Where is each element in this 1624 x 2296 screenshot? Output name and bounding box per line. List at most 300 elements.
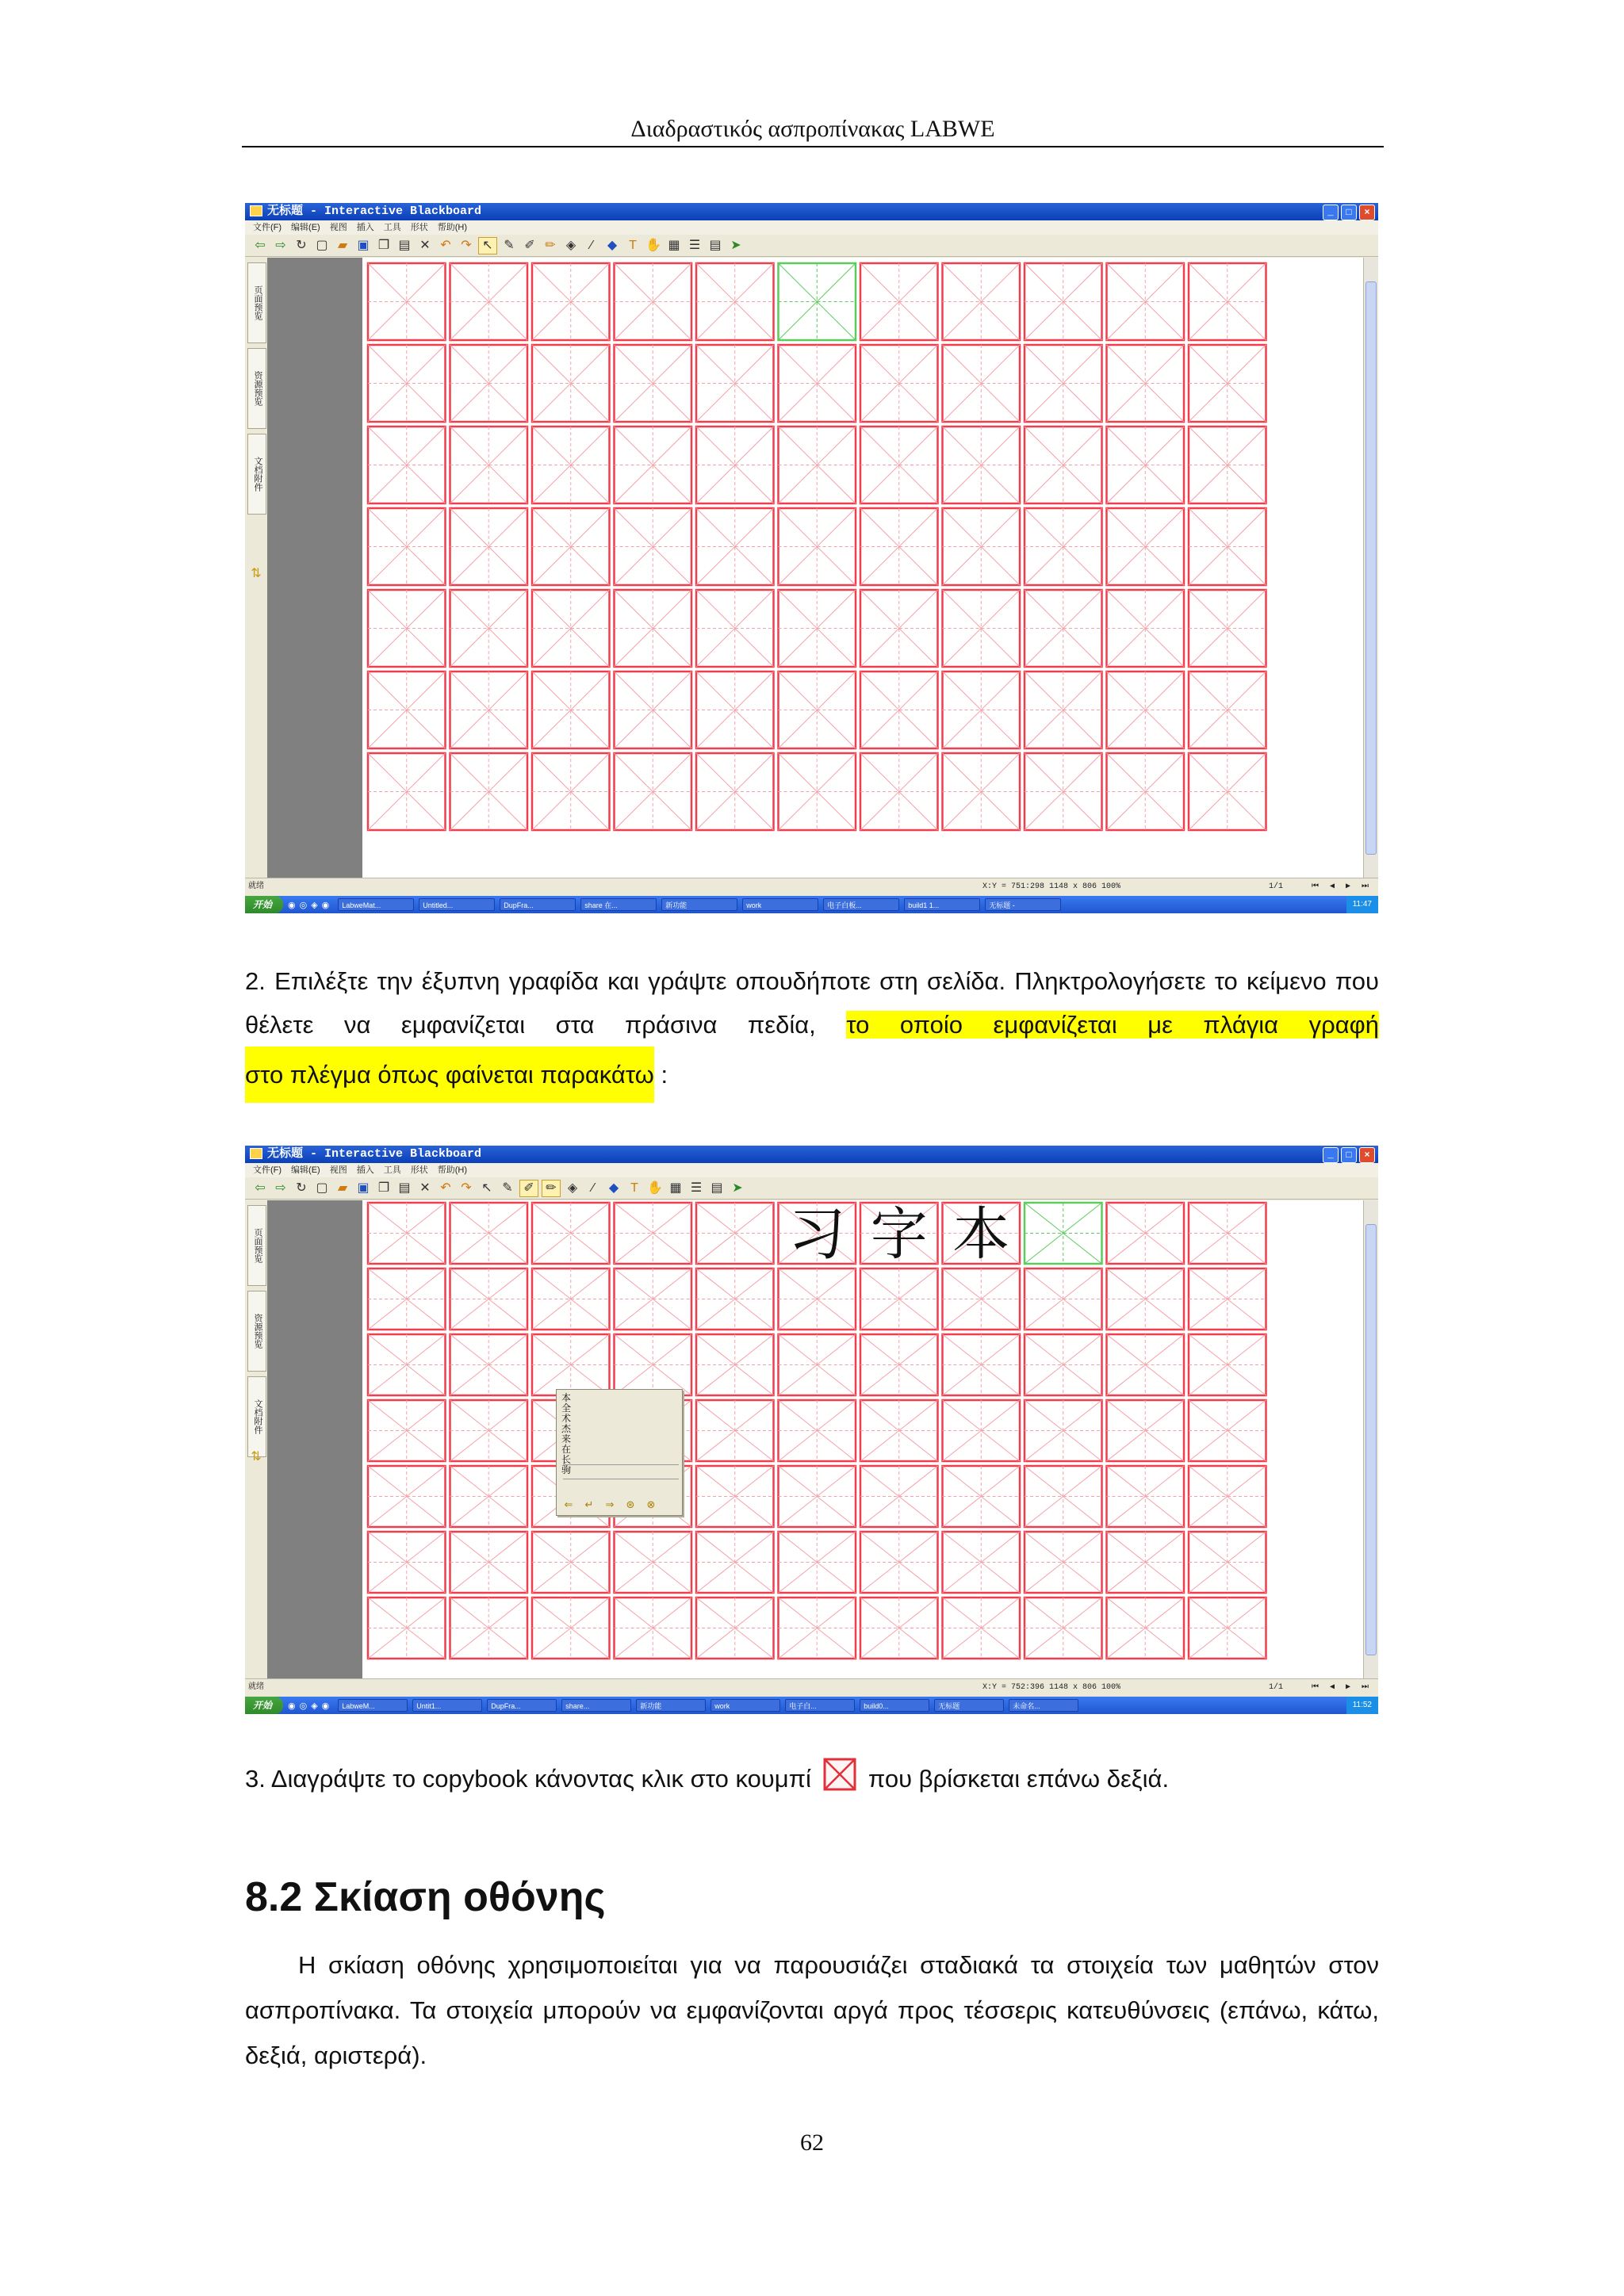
- window-titlebar: [245, 1146, 1378, 1163]
- grid-cell[interactable]: [1025, 1598, 1102, 1659]
- grid-cell[interactable]: [1189, 590, 1266, 667]
- grid-cell[interactable]: [943, 1598, 1021, 1659]
- grid-cell[interactable]: [1107, 1334, 1185, 1395]
- grid-cell[interactable]: [943, 1269, 1021, 1330]
- grid-cell[interactable]: [368, 753, 446, 830]
- grid-cell[interactable]: [450, 263, 528, 340]
- side-panel: [267, 1200, 362, 1679]
- grid-cell[interactable]: [1107, 672, 1185, 748]
- grid-cell[interactable]: [1189, 427, 1266, 503]
- grid-cell[interactable]: [943, 1532, 1021, 1593]
- menu-view[interactable]: 视图: [329, 223, 347, 232]
- status-bar: [245, 1678, 1378, 1697]
- menu-help[interactable]: 帮助(H): [437, 223, 467, 232]
- grid-cell[interactable]: [860, 1269, 938, 1330]
- grid-cell[interactable]: [1025, 1203, 1102, 1264]
- arrow-left-icon[interactable]: ⇐: [564, 1498, 573, 1510]
- grid-cell[interactable]: [1189, 672, 1266, 748]
- page-nav[interactable]: ⏮ ◀ ▶ ⏭: [1311, 1683, 1372, 1692]
- copy-icon[interactable]: ❐: [377, 238, 390, 252]
- grid-cell[interactable]: [368, 1203, 446, 1264]
- menu-edit[interactable]: 编辑(E): [291, 223, 320, 232]
- menu-help[interactable]: 帮助(H): [437, 1165, 467, 1175]
- grid-cell[interactable]: [532, 1203, 610, 1264]
- grid-cell[interactable]: [779, 1532, 856, 1593]
- taskbar-item[interactable]: build0...: [860, 1699, 929, 1712]
- maximize-button[interactable]: □: [1341, 1147, 1357, 1163]
- quicklaunch-icons[interactable]: ◉◎◈◉: [288, 900, 334, 910]
- smart-pen-icon[interactable]: ✐: [519, 1180, 538, 1197]
- taskbar-item[interactable]: work: [742, 898, 818, 911]
- grid-cell[interactable]: [615, 1532, 692, 1593]
- save-icon[interactable]: ▣: [357, 1181, 370, 1195]
- grid-cell[interactable]: [1107, 753, 1185, 830]
- grid-cell[interactable]: [696, 427, 774, 503]
- grid-cell[interactable]: [943, 1466, 1021, 1527]
- pen-icon[interactable]: ✎: [502, 1181, 513, 1195]
- grid-cell[interactable]: [696, 590, 774, 667]
- grid-cell[interactable]: [532, 345, 610, 422]
- grid-cell[interactable]: [860, 1400, 938, 1461]
- candidate-char[interactable]: 杰: [561, 1423, 572, 1434]
- grid-cell[interactable]: [1025, 1400, 1102, 1461]
- select-arrow-icon[interactable]: ↖: [481, 1181, 492, 1195]
- grid-cell[interactable]: [779, 1269, 856, 1330]
- copybook-character: 字: [870, 1200, 928, 1268]
- open-folder-icon[interactable]: ▰: [337, 1181, 348, 1195]
- back-icon[interactable]: ⇦: [255, 238, 266, 252]
- tab-page-preview[interactable]: 页面预览: [247, 1205, 266, 1286]
- grid-cell[interactable]: [450, 672, 528, 748]
- list-icon[interactable]: ☰: [690, 1181, 703, 1195]
- menu-tools[interactable]: 工具: [383, 1165, 401, 1175]
- grid-cell[interactable]: [943, 345, 1021, 422]
- grid-cell[interactable]: [779, 1400, 856, 1461]
- backspace-icon[interactable]: ↵: [584, 1498, 594, 1510]
- taskbar-item[interactable]: work: [710, 1699, 780, 1712]
- section-body: Η σκίαση οθόνης χρησιμοποιείται για να παρουσιάζει σταδιακά τα στοιχεία των μαθητών στον ασπροπίνακα. Τα στοιχεία μπορούν να εμφανίζονται αργά προς τέσσερις κατευθύνσεις (επάνω, κάτω, δεξιά, αριστερά).: [245, 1951, 1379, 2069]
- collapse-arrow-icon[interactable]: ⇅: [251, 567, 262, 580]
- settings-icon[interactable]: ⊛: [626, 1498, 635, 1510]
- grid-cell[interactable]: [779, 508, 856, 585]
- next-icon[interactable]: ➤: [730, 238, 741, 252]
- grid-cell[interactable]: [450, 345, 528, 422]
- tab-page-preview[interactable]: 页面预览: [247, 262, 266, 343]
- grid-cell[interactable]: [943, 1400, 1021, 1461]
- grid-cell[interactable]: [779, 1598, 856, 1659]
- taskbar-item[interactable]: 未命名...: [1009, 1699, 1078, 1712]
- header-rule: [242, 146, 1384, 147]
- grid-cell[interactable]: [943, 590, 1021, 667]
- grid-cell[interactable]: [779, 427, 856, 503]
- refresh-icon[interactable]: ↻: [296, 238, 307, 252]
- tab-resource-preview[interactable]: 资源预览: [247, 1291, 266, 1372]
- grid-cell[interactable]: [450, 1598, 528, 1659]
- grid-cell[interactable]: [368, 1400, 446, 1461]
- grid-cell[interactable]: [696, 1466, 774, 1527]
- delete-icon[interactable]: ✕: [419, 238, 431, 252]
- grid-cell[interactable]: [1189, 1400, 1266, 1461]
- grid-cell[interactable]: [860, 1334, 938, 1395]
- grid-cell[interactable]: [615, 427, 692, 503]
- list-icon[interactable]: ☰: [688, 238, 701, 252]
- menu-shape[interactable]: 形状: [410, 223, 428, 232]
- candidate-char[interactable]: 本: [561, 1392, 572, 1403]
- candidate-char[interactable]: 术: [561, 1413, 572, 1424]
- grid-cell[interactable]: [860, 427, 938, 503]
- window-title: 无标题 - Interactive Blackboard: [267, 1147, 482, 1161]
- grid-cell[interactable]: [532, 753, 610, 830]
- candidate-char[interactable]: 在: [561, 1444, 572, 1455]
- grid-cell[interactable]: [1107, 427, 1185, 503]
- grid-cell[interactable]: [1025, 672, 1102, 748]
- start-button[interactable]: 开始: [245, 896, 283, 913]
- grid-cell[interactable]: [1107, 1400, 1185, 1461]
- grid-cell[interactable]: [943, 672, 1021, 748]
- vertical-scrollbar[interactable]: [1363, 258, 1378, 878]
- grid-cell[interactable]: [532, 1532, 610, 1593]
- grid-cell[interactable]: [450, 427, 528, 503]
- grid-cell[interactable]: [1189, 1269, 1266, 1330]
- window-titlebar: [245, 203, 1378, 220]
- taskbar-item[interactable]: build1 1...: [904, 898, 980, 911]
- taskbar: [245, 896, 1378, 913]
- copybook-character: 本: [952, 1200, 1010, 1268]
- grid-cell[interactable]: [943, 1334, 1021, 1395]
- grid-icon[interactable]: ▤: [709, 238, 722, 252]
- minimize-button[interactable]: _: [1323, 1147, 1339, 1163]
- tab-resource-preview[interactable]: 资源预览: [247, 348, 266, 429]
- grid-cell[interactable]: [860, 345, 938, 422]
- grid-cell[interactable]: [615, 1334, 692, 1395]
- menu-tools[interactable]: 工具: [383, 223, 401, 232]
- grid-cell[interactable]: [1025, 590, 1102, 667]
- new-page-icon[interactable]: ▢: [316, 1181, 328, 1195]
- grid-cell[interactable]: [779, 1466, 856, 1527]
- grid-cell[interactable]: [1189, 263, 1266, 340]
- grid-cell[interactable]: [860, 508, 938, 585]
- grid-cell[interactable]: [450, 1532, 528, 1593]
- grid-cell[interactable]: [532, 263, 610, 340]
- menu-edit[interactable]: 编辑(E): [291, 1165, 320, 1175]
- grid-cell[interactable]: [532, 1598, 610, 1659]
- delete-icon[interactable]: ✕: [419, 1181, 431, 1195]
- folder-icon[interactable]: ▦: [668, 238, 680, 252]
- grid-cell[interactable]: [1107, 1269, 1185, 1330]
- grid-cell[interactable]: [1107, 1466, 1185, 1527]
- grid-cell[interactable]: [696, 1203, 774, 1264]
- taskbar-item[interactable]: 无标题: [934, 1699, 1004, 1712]
- grid-cell[interactable]: [860, 263, 938, 340]
- grid-cell[interactable]: [696, 1598, 774, 1659]
- close-icon[interactable]: ⊗: [646, 1498, 656, 1510]
- grid-cell[interactable]: [368, 1334, 446, 1395]
- grid-cell[interactable]: [943, 508, 1021, 585]
- grid-cell[interactable]: [779, 345, 856, 422]
- copybook-canvas[interactable]: [362, 1200, 1364, 1679]
- grid-cell[interactable]: [696, 753, 774, 830]
- undo-icon[interactable]: ↶: [440, 238, 451, 252]
- grid-cell[interactable]: [532, 590, 610, 667]
- grid-cell[interactable]: [532, 1269, 610, 1330]
- scroll-thumb[interactable]: [1365, 281, 1377, 855]
- redo-icon[interactable]: ↷: [461, 1181, 472, 1195]
- taskbar-item[interactable]: 无标题 -: [985, 898, 1061, 911]
- candidate-char[interactable]: 长: [561, 1454, 572, 1465]
- grid-cell[interactable]: [450, 1203, 528, 1264]
- taskbar-item[interactable]: share 在...: [580, 898, 657, 911]
- grid-cell[interactable]: [696, 1269, 774, 1330]
- scroll-thumb[interactable]: [1365, 1224, 1377, 1655]
- copybook-grid[interactable]: [362, 258, 1348, 878]
- minimize-button[interactable]: _: [1323, 205, 1339, 220]
- menu-bar: [245, 220, 1378, 235]
- fill-icon[interactable]: ◆: [607, 238, 618, 252]
- grid-cell[interactable]: [779, 1334, 856, 1395]
- fill-icon[interactable]: ◆: [608, 1181, 619, 1195]
- taskbar-item[interactable]: 新功能: [636, 1699, 706, 1712]
- menu-insert[interactable]: 插入: [356, 1165, 374, 1175]
- text-icon[interactable]: T: [629, 238, 637, 252]
- menu-bar: [245, 1163, 1378, 1177]
- open-folder-icon[interactable]: ▰: [337, 238, 348, 252]
- grid-cell[interactable]: [368, 1532, 446, 1593]
- grid-cell[interactable]: [1025, 345, 1102, 422]
- paste-icon[interactable]: ▤: [398, 238, 411, 252]
- tab-document-attachments[interactable]: 文档附件: [247, 434, 266, 515]
- grid-cell[interactable]: [615, 508, 692, 585]
- redo-icon[interactable]: ↷: [461, 238, 472, 252]
- grid-cell[interactable]: [1025, 1334, 1102, 1395]
- close-button[interactable]: ×: [1359, 1147, 1375, 1163]
- copybook-character: 习: [788, 1200, 846, 1268]
- grid-cell[interactable]: [696, 1532, 774, 1593]
- highlighter-icon[interactable]: ✏: [545, 238, 556, 252]
- step-2-colon: :: [653, 1061, 668, 1089]
- step-2-paragraph: [245, 959, 1379, 1103]
- copy-icon[interactable]: ❐: [377, 1181, 390, 1195]
- grid-cell[interactable]: [615, 753, 692, 830]
- side-tabs: [245, 1200, 268, 1679]
- tab-document-attachments[interactable]: 文档附件: [247, 1376, 266, 1457]
- grid-cell[interactable]: [615, 263, 692, 340]
- grid-cell[interactable]: [1189, 508, 1266, 585]
- grid-cell[interactable]: [615, 345, 692, 422]
- taskbar-item[interactable]: 电子白...: [785, 1699, 855, 1712]
- grid-cell[interactable]: [860, 672, 938, 748]
- grid-cell[interactable]: [1107, 590, 1185, 667]
- hand-icon[interactable]: ✋: [647, 1181, 663, 1195]
- taskbar-item[interactable]: DupFra...: [487, 1699, 557, 1712]
- taskbar-clock: 11:47: [1346, 896, 1378, 913]
- grid-cell[interactable]: [1189, 345, 1266, 422]
- grid-cell[interactable]: [532, 427, 610, 503]
- text-icon[interactable]: T: [630, 1181, 638, 1195]
- forward-icon[interactable]: ⇨: [275, 1181, 286, 1195]
- grid-cell[interactable]: [1107, 508, 1185, 585]
- running-header: Διαδραστικός ασπροπίνακας LABWE: [630, 116, 995, 142]
- grid-cell[interactable]: [368, 345, 446, 422]
- grid-cell[interactable]: [450, 753, 528, 830]
- grid-cell[interactable]: [779, 672, 856, 748]
- section-heading: 8.2 Σκίαση οθόνης: [245, 1874, 606, 1920]
- grid-cell[interactable]: [1025, 753, 1102, 830]
- line-icon[interactable]: ⁄: [592, 1181, 595, 1195]
- grid-cell[interactable]: [532, 672, 610, 748]
- taskbar-item[interactable]: 新功能: [661, 898, 737, 911]
- grid-cell[interactable]: [1107, 263, 1185, 340]
- grid-cell[interactable]: [532, 508, 610, 585]
- step-2-text: 2. Επιλέξτε την έξυπνη γραφίδα και γράψτε οπουδήποτε στη σελίδα. Πληκτρολογήσετε το κείμενο που θέλετε να εμφανίζεται στα πράσινα πεδία,: [245, 967, 1379, 1039]
- grid-cell[interactable]: [860, 1532, 938, 1593]
- taskbar-item[interactable]: Untitled...: [419, 898, 495, 911]
- color-grid-icon[interactable]: ▤: [710, 1181, 723, 1195]
- taskbar-item[interactable]: 电子白板...: [823, 898, 899, 911]
- grid-cell[interactable]: [1189, 1334, 1266, 1395]
- grid-cell[interactable]: [1025, 263, 1102, 340]
- pen-icon[interactable]: ✎: [504, 238, 515, 252]
- close-button[interactable]: ×: [1359, 205, 1375, 220]
- grid-cell[interactable]: [368, 1269, 446, 1330]
- popup-divider: [563, 1464, 679, 1465]
- next-icon[interactable]: ➤: [732, 1181, 743, 1195]
- grid-cell[interactable]: [779, 753, 856, 830]
- quicklaunch-icons[interactable]: ◉◎◈◉: [288, 1701, 334, 1711]
- grid-cell[interactable]: [1189, 753, 1266, 830]
- taskbar-item[interactable]: DupFra...: [500, 898, 576, 911]
- grid-cell[interactable]: [368, 672, 446, 748]
- grid-cell[interactable]: [860, 753, 938, 830]
- step-3-text: 3. Διαγράψτε το copybook κάνοντας κλικ στο κουμπί: [245, 1765, 811, 1793]
- grid-cell[interactable]: [1025, 1466, 1102, 1527]
- copybook-grid[interactable]: [362, 1200, 1348, 1679]
- grid-cell[interactable]: [1025, 1532, 1102, 1593]
- candidate-char[interactable]: 驹: [561, 1464, 572, 1475]
- grid-cell[interactable]: [860, 590, 938, 667]
- grid-cell[interactable]: [368, 427, 446, 503]
- menu-file[interactable]: 文件(F): [253, 223, 282, 232]
- grid-cell[interactable]: [1025, 1269, 1102, 1330]
- highlighter-icon[interactable]: ✏: [542, 1180, 561, 1197]
- grid-cell[interactable]: [1107, 1598, 1185, 1659]
- forward-icon[interactable]: ⇨: [275, 238, 286, 252]
- candidate-char[interactable]: 全: [561, 1402, 572, 1414]
- grid-cell[interactable]: [1189, 1532, 1266, 1593]
- grid-cell[interactable]: [779, 590, 856, 667]
- taskbar-item[interactable]: LabweMat...: [338, 898, 414, 911]
- page-number: 62: [800, 2130, 824, 2156]
- page-nav[interactable]: ⏮ ◀ ▶ ⏭: [1311, 882, 1372, 891]
- grid-cell[interactable]: [696, 672, 774, 748]
- grid-cell[interactable]: [860, 1598, 938, 1659]
- start-button[interactable]: 开始: [245, 1697, 283, 1714]
- grid-cell[interactable]: [615, 1598, 692, 1659]
- menu-view[interactable]: 视图: [329, 1165, 347, 1175]
- grid-cell[interactable]: [779, 263, 856, 340]
- folder-icon[interactable]: ▦: [669, 1181, 682, 1195]
- grid-cell[interactable]: [1107, 1532, 1185, 1593]
- menu-file[interactable]: 文件(F): [253, 1165, 282, 1175]
- grid-cell[interactable]: [615, 1269, 692, 1330]
- candidate-char[interactable]: 来: [561, 1433, 572, 1445]
- status-ready: 就绪: [248, 882, 264, 891]
- delete-copybook-icon: [822, 1757, 857, 1792]
- grid-cell[interactable]: [696, 508, 774, 585]
- grid-cell[interactable]: [450, 1269, 528, 1330]
- side-panel: [267, 258, 362, 878]
- step-3-paragraph: [245, 1757, 1379, 1800]
- grid-cell[interactable]: [368, 263, 446, 340]
- grid-cell[interactable]: [368, 1598, 446, 1659]
- grid-cell[interactable]: [1189, 1466, 1266, 1527]
- grid-cell[interactable]: [1107, 1203, 1185, 1264]
- taskbar-item[interactable]: LabweM...: [338, 1699, 408, 1712]
- grid-cell[interactable]: [450, 1334, 528, 1395]
- collapse-arrow-icon[interactable]: ⇅: [251, 1450, 262, 1464]
- vertical-scrollbar[interactable]: [1363, 1200, 1378, 1679]
- screenshot-filled-copybook: [245, 1146, 1378, 1714]
- grid-cell[interactable]: [368, 590, 446, 667]
- grid-cell[interactable]: [615, 672, 692, 748]
- copybook-canvas[interactable]: [362, 258, 1364, 878]
- grid-cell[interactable]: [1189, 1203, 1266, 1264]
- app-icon: [250, 205, 262, 216]
- grid-cell[interactable]: [943, 753, 1021, 830]
- maximize-button[interactable]: □: [1341, 205, 1357, 220]
- grid-cell[interactable]: [943, 427, 1021, 503]
- taskbar-item[interactable]: Untit1...: [412, 1699, 482, 1712]
- eraser-icon[interactable]: ◈: [567, 1181, 578, 1195]
- menu-shape[interactable]: 形状: [410, 1165, 428, 1175]
- grid-cell[interactable]: [1025, 427, 1102, 503]
- arrow-right-icon[interactable]: ⇒: [605, 1498, 615, 1510]
- menu-insert[interactable]: 插入: [356, 223, 374, 232]
- undo-icon[interactable]: ↶: [440, 1181, 451, 1195]
- grid-cell[interactable]: [368, 1466, 446, 1527]
- grid-cell[interactable]: [696, 1334, 774, 1395]
- save-icon[interactable]: ▣: [357, 238, 370, 252]
- grid-cell[interactable]: [450, 590, 528, 667]
- grid-cell[interactable]: [615, 590, 692, 667]
- back-icon[interactable]: ⇦: [255, 1181, 266, 1195]
- grid-cell[interactable]: [450, 508, 528, 585]
- grid-cell[interactable]: [1107, 345, 1185, 422]
- grid-cell[interactable]: [860, 1466, 938, 1527]
- grid-cell[interactable]: [450, 1400, 528, 1461]
- grid-cell[interactable]: [450, 1466, 528, 1527]
- grid-cell[interactable]: [532, 1334, 610, 1395]
- step-3-text-end: που βρίσκεται επάνω δεξιά.: [868, 1765, 1170, 1793]
- grid-cell[interactable]: [615, 1203, 692, 1264]
- grid-cell[interactable]: [1189, 1598, 1266, 1659]
- line-icon[interactable]: ⁄: [590, 238, 593, 252]
- grid-cell[interactable]: [943, 263, 1021, 340]
- select-arrow-icon[interactable]: ↖: [478, 237, 497, 254]
- paste-icon[interactable]: ▤: [398, 1181, 411, 1195]
- grid-cell[interactable]: [696, 263, 774, 340]
- refresh-icon[interactable]: ↻: [296, 1181, 307, 1195]
- grid-cell[interactable]: [368, 508, 446, 585]
- grid-cell[interactable]: [696, 1400, 774, 1461]
- pencil-icon[interactable]: ✐: [524, 238, 535, 252]
- hand-icon[interactable]: ✋: [645, 238, 661, 252]
- eraser-icon[interactable]: ◈: [565, 238, 576, 252]
- grid-cell[interactable]: [1025, 508, 1102, 585]
- status-coordinates: X:Y = 751:298 1148 x 806 100%: [982, 882, 1121, 891]
- grid-cell[interactable]: [696, 345, 774, 422]
- taskbar-item[interactable]: share...: [561, 1699, 631, 1712]
- new-page-icon[interactable]: ▢: [316, 238, 328, 252]
